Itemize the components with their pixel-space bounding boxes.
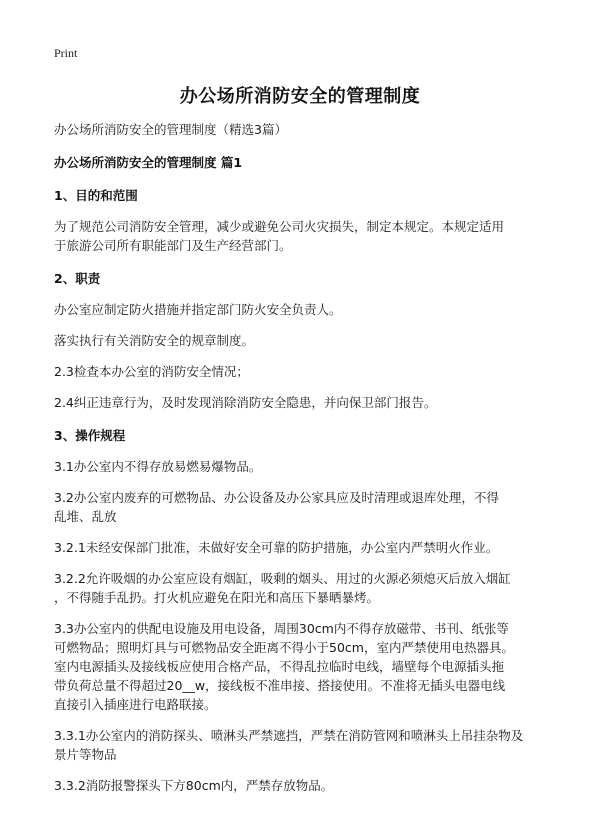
text-line: 直接引入插座进行电路联接。	[54, 697, 217, 712]
print-label: Print	[54, 46, 78, 60]
text-line: 3.2.2允许吸烟的办公室应设有烟缸，吸剩的烟头、用过的火源必须熄灭后放入烟缸	[54, 571, 511, 586]
section-heading-3: 3、操作规程	[54, 428, 126, 443]
paragraph-3-1: 3.1办公室内不得存放易燃易爆物品。	[54, 459, 262, 474]
paragraph-3-2-2	[54, 569, 548, 607]
paragraph-implement-rules: 落实执行有关消防安全的规章制度。	[54, 333, 255, 348]
paragraph-3-3	[54, 619, 548, 714]
paragraph-3-2-1: 3.2.1未经安保部门批准，未做好安全可靠的防护措施，办公室内严禁明火作业。	[54, 540, 499, 555]
paragraph-3-2	[54, 488, 548, 526]
text-line: 室内电源插头及接线板应使用合格产品，不得乱拉临时电线，墙壁每个电源插头拖	[54, 659, 505, 674]
text-line: 乱堆、乱放	[54, 509, 117, 524]
paragraph-3-3-2: 3.3.2消防报警探头下方80cm内，严禁存放物品。	[54, 778, 334, 793]
text-line: ，不得随手乱扔。打火机应避免在阳光和高压下暴晒暴烤。	[54, 590, 380, 605]
document-body	[54, 120, 548, 795]
text-line: 可燃物品；照明灯具与可燃物品安全距离不得小于50cm，室内严禁使用电热器具。	[54, 640, 514, 655]
text-line: 为了规范公司消防安全管理，减少或避免公司火灾损失，制定本规定。本规定适用	[54, 219, 505, 234]
part-title: 办公场所消防安全的管理制度 篇1	[54, 155, 243, 170]
document-title: 办公场所消防安全的管理制度	[179, 86, 421, 107]
text-line: 3.2办公室内废弃的可燃物品、办公设备及办公家具应及时清理或退库处理，不得	[54, 490, 499, 505]
text-line: 带负荷总量不得超过20__w，接线板不准串接、搭接使用。不准将无插头电器电线	[54, 678, 506, 693]
document-subtitle: 办公场所消防安全的管理制度（精选3篇）	[54, 122, 287, 137]
paragraph-3-3-1	[54, 726, 548, 764]
text-line: 景片等物品	[54, 747, 117, 762]
paragraph-2-4: 2.4纠正违章行为，及时发现消除消防安全隐患，并向保卫部门报告。	[54, 395, 437, 410]
paragraph-purpose	[54, 217, 548, 255]
section-heading-2: 2、职责	[54, 271, 101, 286]
text-line: 3.3.1办公室内的消防探头、喷淋头严禁遮挡，严禁在消防管网和喷淋头上吊挂杂物及	[54, 728, 524, 743]
paragraph-2-3: 2.3检查本办公室的消防安全情况；	[54, 364, 249, 379]
text-line: 于旅游公司所有职能部门及生产经营部门。	[54, 238, 292, 253]
paragraph-fire-measures: 办公室应制定防火措施并指定部门防火安全负责人。	[54, 302, 342, 317]
text-line: 3.3办公室内的供配电设施及用电设备，周围30cm内不得存放磁带、书刊、纸张等	[54, 621, 509, 636]
section-heading-1: 1、目的和范围	[54, 188, 138, 203]
